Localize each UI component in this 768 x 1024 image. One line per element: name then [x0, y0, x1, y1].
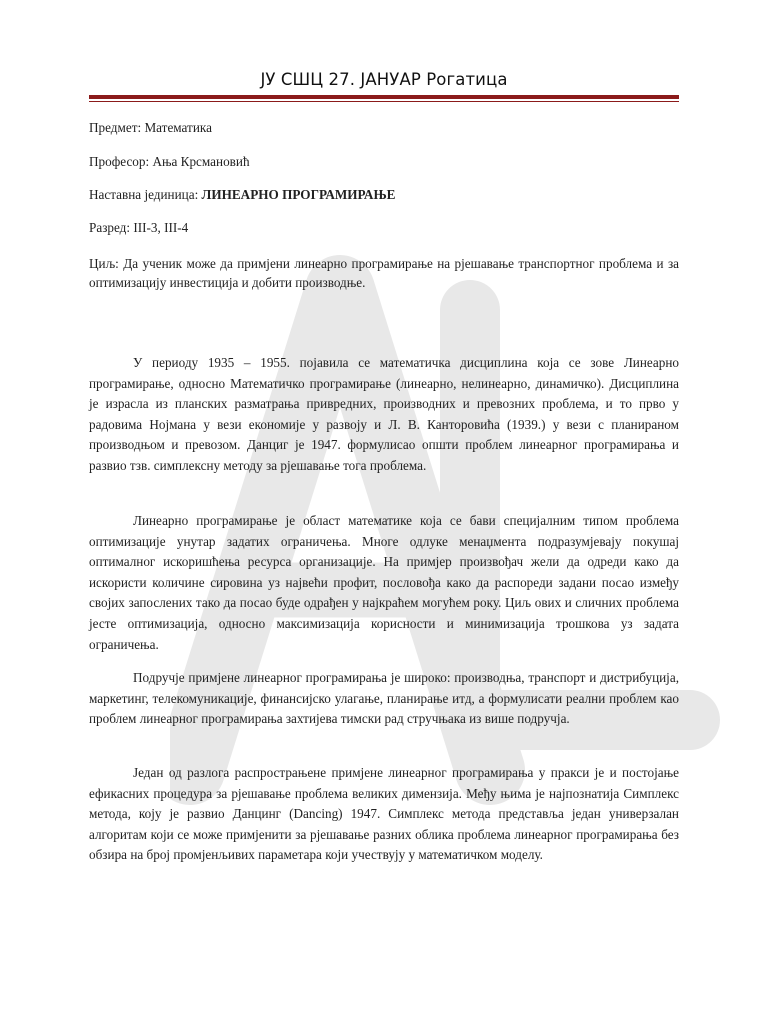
paragraph-simplex: Један од разлога распрострањене примјене линеарног програмирања у пракси је и постојање ефикасних процедура за рјешавање проблема великих димензија. Међу њима је најпознатија Симплекс метода, коју је развио Данцинг (Dancing) 1947. Симплекс метода представља један универзалан алгоритам који се може примјенити за рјешавање разних облика проблема линеарног програмирања без обзира на број промјенљивих параметара који учествују у математичком моделу. [89, 765, 679, 863]
goal-line [89, 254, 679, 292]
paragraph-definition: Линеарно програмирање је област математике која се бави специјалним типом проблема оптимизације унутар задатих ограничења. Многе одлуке менаџмента подразумјевају покушај оптималног искоришћења ресурса организације. На примјер произвођач жели да одреди како да искористи количине сировина уз највећи профит, пословођа како да распореди задани посао између својих запослених тако да посао буде одрађен у најкраћем могућем року. Циљ ових и сличних проблема јесте оптимизација, односно максимизација корисности и минимизација трошкова уз задата ограничења. [89, 513, 679, 652]
unit-label: Наставна јединица: [89, 187, 199, 202]
unit-line [89, 186, 679, 204]
professor-value: Ања Крсмановић [152, 154, 250, 169]
subject-line [89, 119, 679, 137]
subject-value: Математика [144, 120, 212, 135]
paragraph-applications: Подручје примјене линеарног програмирања је широко: производња, транспорт и дистрибуција, маркетинг, телекомуникације, финансијско улагање, планирање итд, а формулисати реални проблем као проблем линеарног програмирања захтијева тимски рад стручњака из више подручја. [89, 670, 679, 727]
professor-line [89, 153, 679, 171]
page-title: ЈУ СШЦ 27. ЈАНУАР Рогатица [260, 70, 508, 89]
professor-label: Професор: [89, 154, 150, 169]
header-rule-thin [89, 101, 679, 102]
grade-line [89, 219, 679, 237]
paragraph-history: У периоду 1935 – 1955. појавила се математичка дисциплина која се зове Линеарно програмирање, односно Математичко програмирање (линеарно, нелинеарно, динамичко). Дисциплина је израсла из планских разматрања привредних, производних и превозних проблема, и то прво у радовима Нојмана у вези економије у развоју и Л. В. Канторовића (1939.) у вези с планираном производњом и превозом. Данциг је 1947. формулисао општи проблем линеарног програмирања и развио тзв. симплексну методу за рјешавање тога проблема. [89, 355, 679, 473]
subject-label: Предмет: [89, 120, 142, 135]
goal-value: Да ученик може да примјени линеарно програмирање на рјешавање транспортног проблема и за оптимизацију инвестиција и добити производње. [89, 256, 680, 290]
header-rule-thick [89, 95, 679, 99]
goal-label: Циљ: [89, 256, 119, 271]
grade-label: Разред: [89, 220, 131, 235]
unit-value: ЛИНЕАРНО ПРОГРАМИРАЊЕ [201, 187, 396, 202]
grade-value: III-3, III-4 [133, 220, 189, 235]
